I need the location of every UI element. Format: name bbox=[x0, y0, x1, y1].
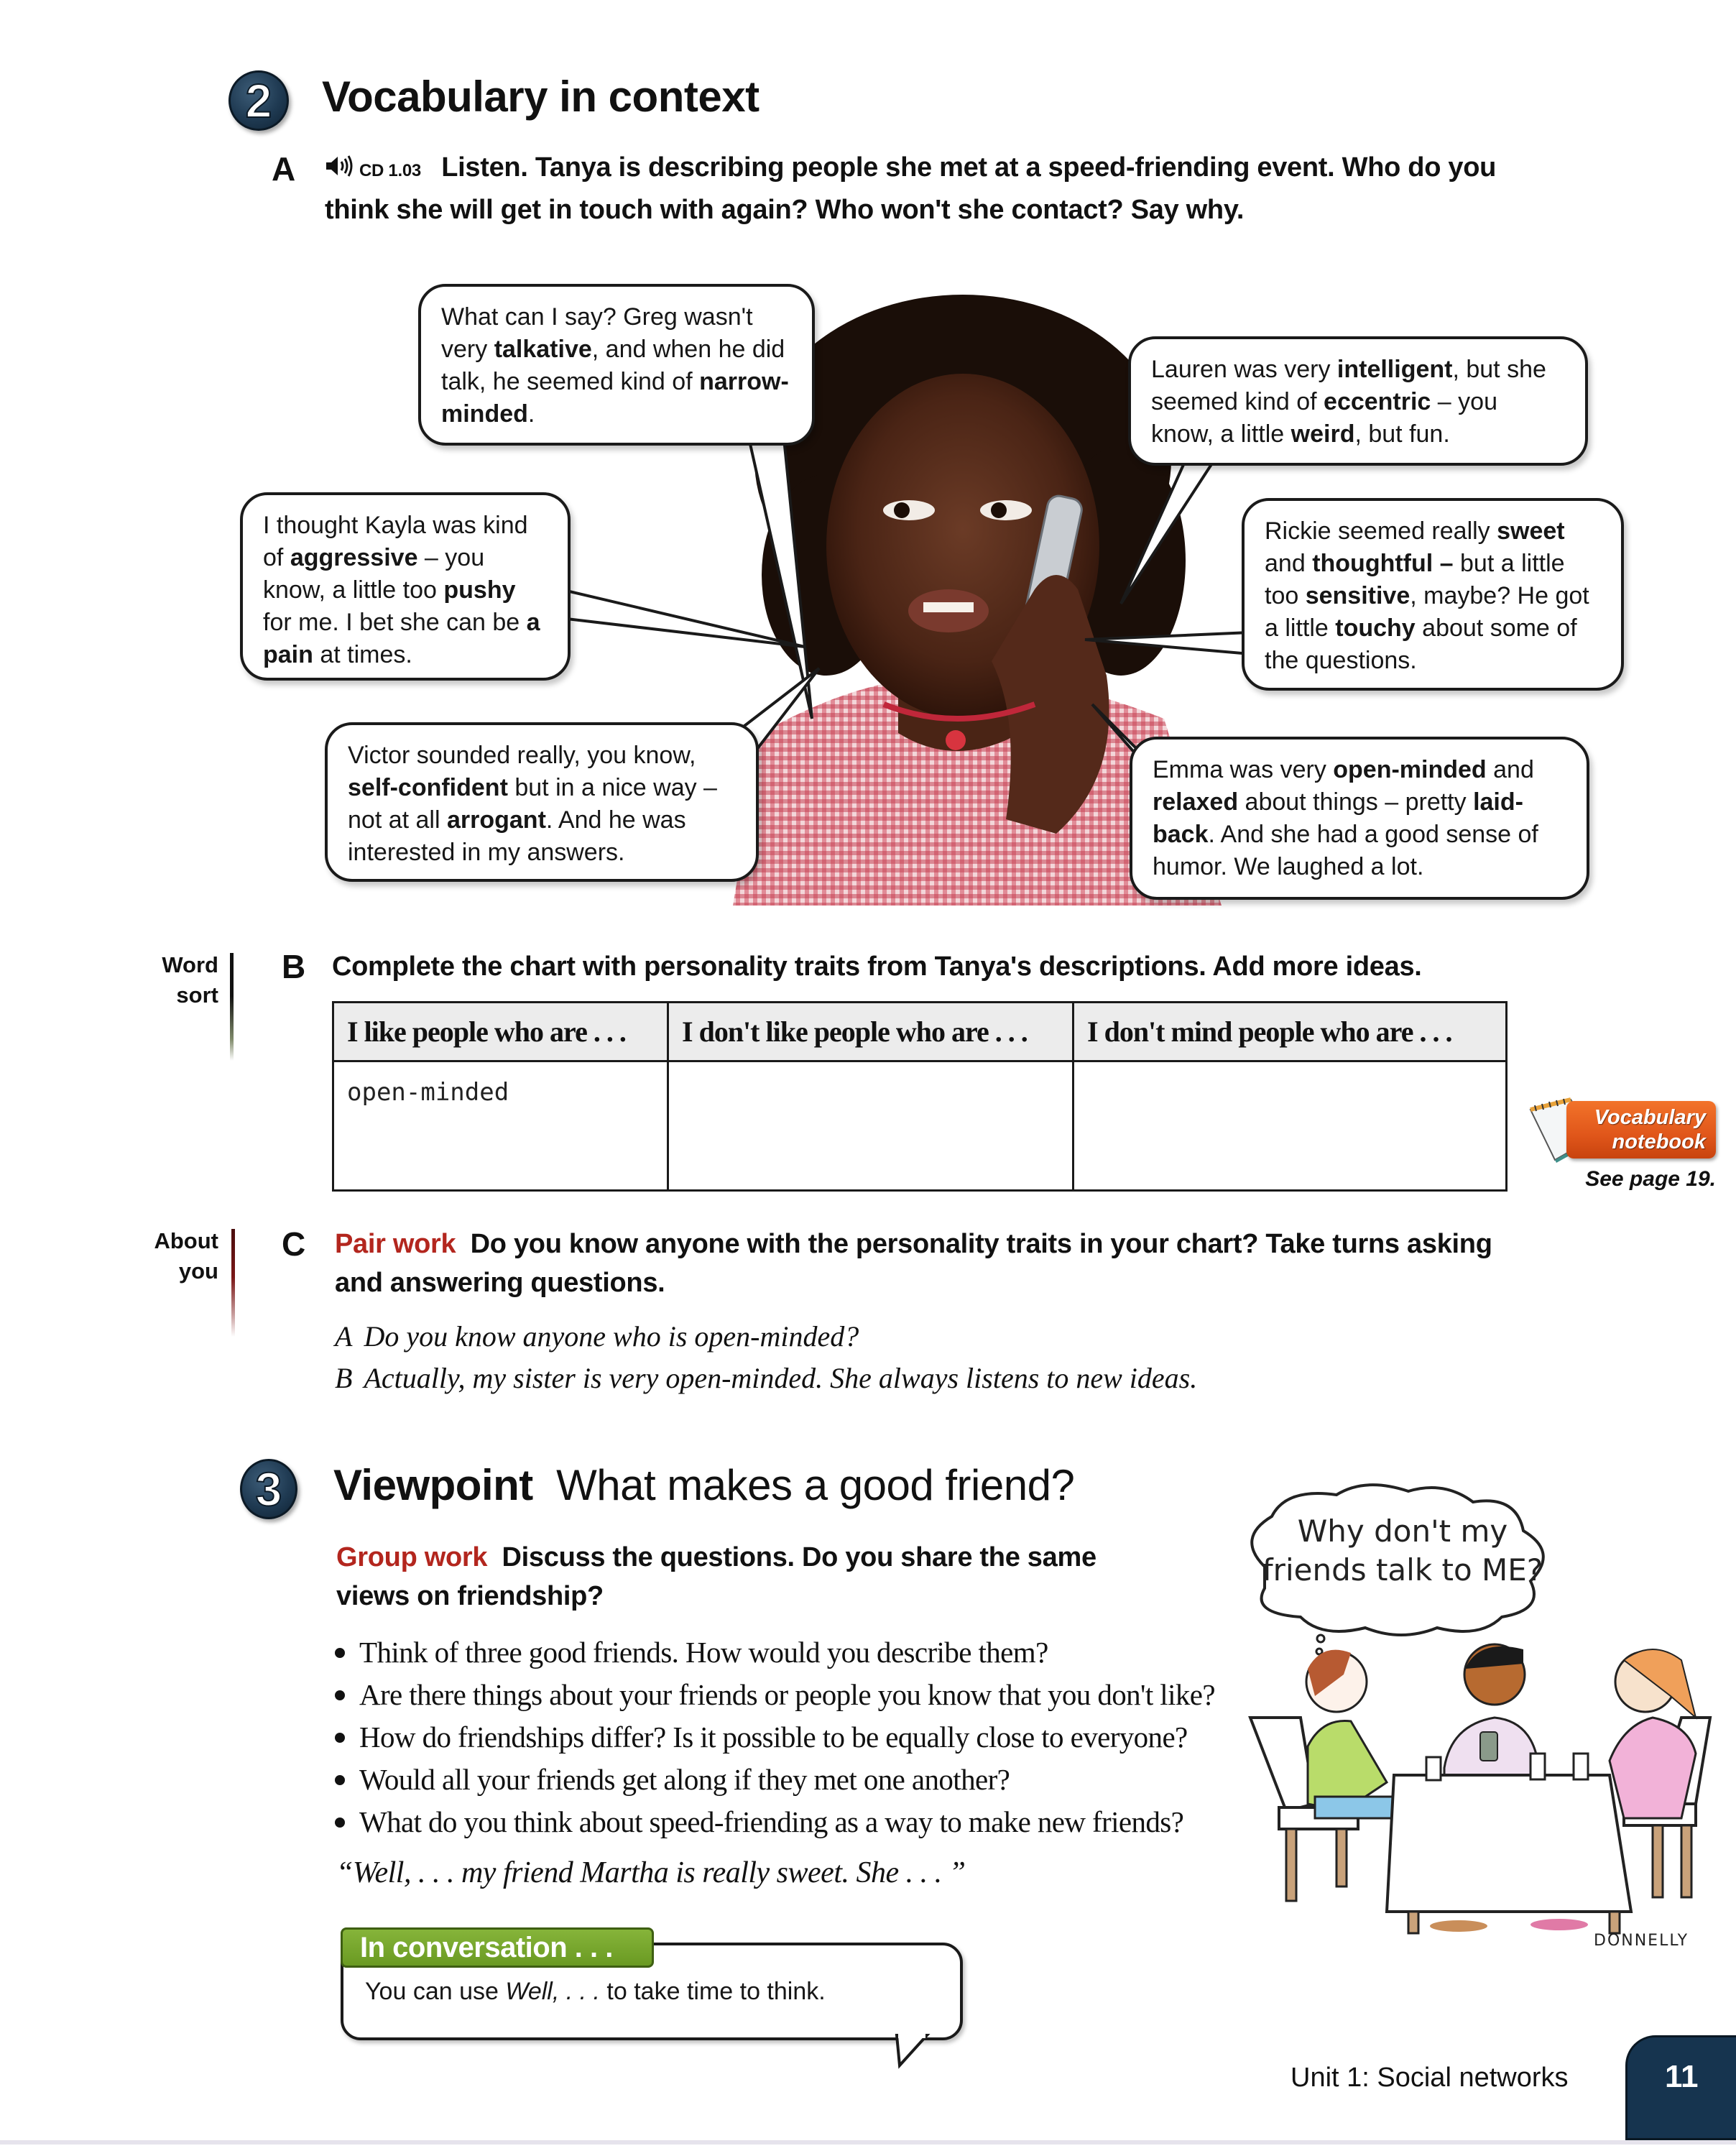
handwritten-entry: open-minded bbox=[347, 1078, 509, 1107]
task-c-instruction: Pair work Do you know anyone with the personality traits in your chart? Take turns asking and answering questions. bbox=[335, 1229, 1492, 1298]
section-number-badge: 2 bbox=[228, 70, 289, 131]
discussion-questions bbox=[335, 1631, 1215, 1843]
personality-chart bbox=[332, 1001, 1508, 1192]
bubble-rickie: Rickie seemed really sweet and thoughtful – but a little too sensitive, maybe? He got a little touchy about some of the questions. bbox=[1242, 498, 1624, 691]
keyword: touchy bbox=[1335, 614, 1416, 642]
bubble-kayla: I thought Kayla was kind of aggressive – you know, a little too pushy for me. I bet she can be a pain at times. bbox=[240, 492, 571, 681]
example-quote: “Well, . . . my friend Martha is really sweet. She . . . ” bbox=[336, 1856, 966, 1889]
about-you-label: About you bbox=[154, 1228, 218, 1284]
artist-signature: DONNELLY bbox=[1594, 1932, 1689, 1950]
bubble-victor: Victor sounded really, you know, self-confident but in a nice way – not at all arrogant. And he was interested in my answers. bbox=[325, 722, 759, 882]
chart-cell-like[interactable] bbox=[333, 1061, 668, 1191]
list-item: What do you think about speed-friending as a way to make new friends? bbox=[335, 1801, 1215, 1843]
keyword: relaxed bbox=[1153, 788, 1239, 816]
chart-header-dont-like: I don't like people who are . . . bbox=[668, 1003, 1074, 1061]
group-work-label: Group work bbox=[336, 1542, 488, 1572]
task-letter-b: B bbox=[282, 948, 306, 985]
list-item: How do friendships differ? Is it possible to be equally close to everyone? bbox=[335, 1716, 1215, 1759]
instruction-line-1: Listen. Tanya is describing people she met at a speed-friending event. Who do you bbox=[441, 152, 1497, 183]
thought-bubble-text: Why don't my friends talk to ME? bbox=[1262, 1514, 1543, 1588]
list-item: Would all your friends get along if they met one another? bbox=[335, 1759, 1215, 1801]
keyword: sensitive bbox=[1305, 582, 1410, 609]
bubble-greg: What can I say? Greg wasn't very talkative, and when he did talk, he seemed kind of narrow-minded. bbox=[418, 284, 815, 446]
keyword: arrogant bbox=[446, 806, 546, 834]
section-number-badge-3: 3 bbox=[240, 1459, 297, 1519]
keyword: self-confident bbox=[348, 774, 508, 801]
list-item: Think of three good friends. How would you describe them? bbox=[335, 1631, 1215, 1674]
in-conversation-tab: In conversation . . . bbox=[341, 1927, 654, 1968]
instruction-line-2: think she will get in touch with again? Who won't she contact? Say why. bbox=[325, 195, 1245, 225]
keyword: aggressive bbox=[290, 544, 418, 571]
keyword: open-minded bbox=[1333, 756, 1487, 783]
chart-cell-dont-mind[interactable] bbox=[1074, 1061, 1507, 1191]
see-page-link[interactable]: See page 19. bbox=[1585, 1167, 1716, 1191]
section-title: Vocabulary in context bbox=[322, 73, 760, 121]
group-work-instruction: Group work Discuss the questions. Do you share the same views on friendship? bbox=[336, 1542, 1096, 1611]
in-conversation-text: You can use Well, . . . to take time to think. bbox=[365, 1978, 826, 2005]
bubble-emma: Emma was very open-minded and relaxed about things – pretty laid-back. And she had a good sense of humor. We laughed a lot. bbox=[1130, 737, 1589, 900]
pair-work-label: Pair work bbox=[335, 1229, 456, 1259]
keyword: talkative bbox=[494, 336, 592, 363]
chart-row bbox=[333, 1061, 1507, 1191]
keyword: a pain bbox=[263, 609, 540, 668]
keyword: sweet bbox=[1497, 517, 1565, 545]
keyword: thoughtful – bbox=[1312, 550, 1454, 577]
keyword: eccentric bbox=[1324, 388, 1431, 415]
example-dialogue-a: A Do you know anyone who is open-minded? bbox=[335, 1320, 859, 1353]
cd-track-label: CD 1.03 bbox=[359, 161, 421, 180]
keyword: laid-back bbox=[1153, 788, 1523, 848]
conversation-tail bbox=[891, 2034, 934, 2070]
viewpoint-title: Viewpoint What makes a good friend? bbox=[333, 1461, 1075, 1509]
list-item: Are there things about your friends or people you know that you don't like? bbox=[335, 1674, 1215, 1716]
task-letter-c: C bbox=[282, 1225, 306, 1263]
word-sort-bar bbox=[230, 953, 234, 1061]
vocabulary-notebook-badge[interactable]: Vocabulary notebook bbox=[1566, 1101, 1716, 1158]
keyword: narrow-minded bbox=[441, 368, 789, 428]
bubble-lauren: Lauren was very intelligent, but she seemed kind of eccentric – you know, a little weird, but fun. bbox=[1128, 336, 1588, 466]
chart-header-dont-mind: I don't mind people who are . . . bbox=[1074, 1003, 1507, 1061]
unit-footer: Unit 1: Social networks bbox=[1291, 2063, 1569, 2093]
about-you-bar bbox=[231, 1229, 235, 1337]
bottom-rule bbox=[0, 2140, 1736, 2145]
keyword: weird bbox=[1291, 420, 1355, 448]
page-number: 11 bbox=[1625, 2035, 1736, 2140]
keyword: pushy bbox=[443, 576, 516, 604]
task-b-instruction: Complete the chart with personality traits from Tanya's descriptions. Add more ideas. bbox=[332, 952, 1422, 982]
word-sort-label: Word sort bbox=[162, 952, 218, 1008]
chart-cell-dont-like[interactable] bbox=[668, 1061, 1074, 1191]
keyword: intelligent bbox=[1336, 356, 1453, 383]
task-letter-a: A bbox=[272, 150, 296, 188]
chart-header-like: I like people who are . . . bbox=[333, 1003, 668, 1061]
example-dialogue-b: B Actually, my sister is very open-minded. She always listens to new ideas. bbox=[335, 1362, 1198, 1394]
